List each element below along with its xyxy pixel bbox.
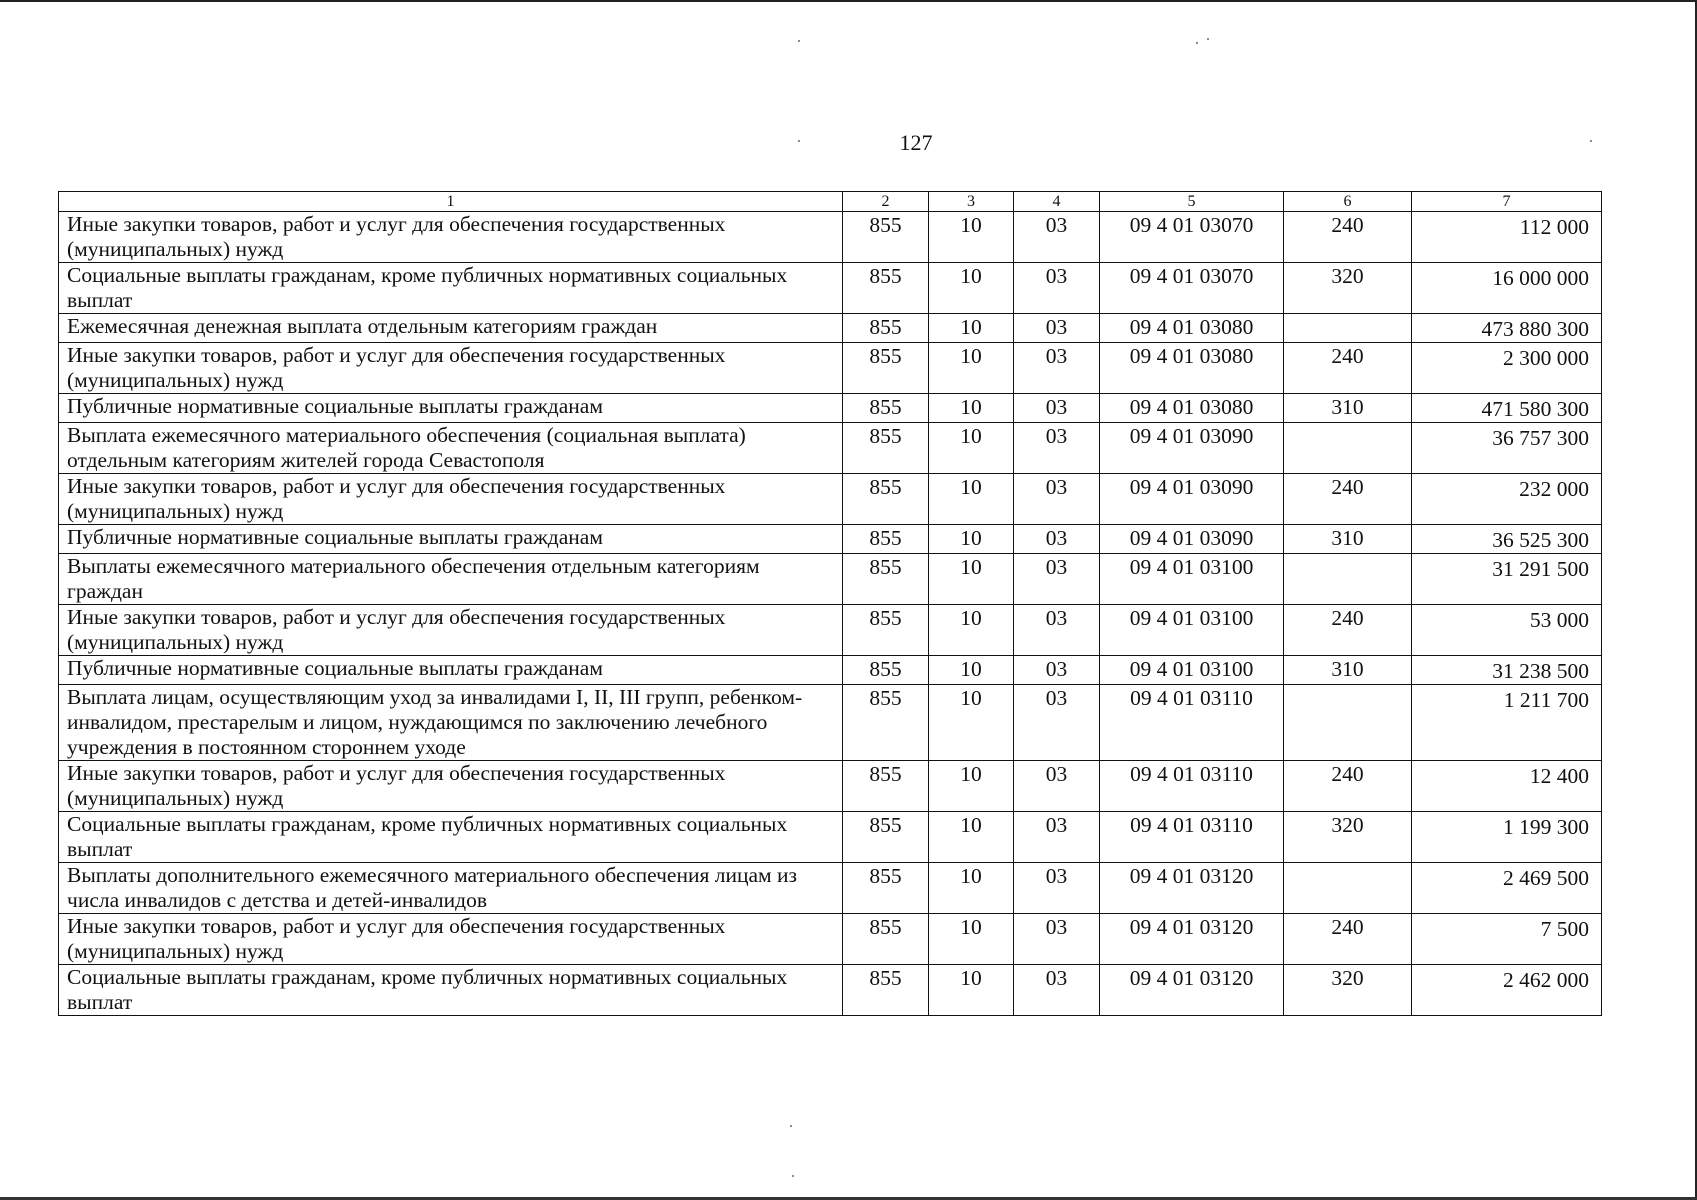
row-admin-code-cell: 855 bbox=[843, 394, 929, 423]
row-target-item-cell: 09 4 01 03090 bbox=[1100, 474, 1284, 525]
header-col-6: 6 bbox=[1284, 192, 1412, 212]
row-target-item-cell: 09 4 01 03110 bbox=[1100, 761, 1284, 812]
table-row bbox=[59, 314, 1602, 343]
scan-speck bbox=[792, 1175, 794, 1177]
row-amount-cell: 2 462 000 bbox=[1412, 965, 1602, 1016]
row-target-item-cell: 09 4 01 03080 bbox=[1100, 394, 1284, 423]
row-expense-type-cell bbox=[1284, 423, 1412, 474]
row-subsection-cell: 03 bbox=[1014, 656, 1100, 685]
row-target-item-cell: 09 4 01 03120 bbox=[1100, 965, 1284, 1016]
table-row bbox=[59, 343, 1602, 394]
header-col-5: 5 bbox=[1100, 192, 1284, 212]
table-row bbox=[59, 685, 1602, 761]
row-expense-type-cell: 240 bbox=[1284, 761, 1412, 812]
row-admin-code-cell: 855 bbox=[843, 965, 929, 1016]
row-name-cell: Иные закупки товаров, работ и услуг для обеспечения государственных (муниципальных) нужд bbox=[59, 474, 843, 525]
row-expense-type-cell bbox=[1284, 685, 1412, 761]
row-admin-code-cell: 855 bbox=[843, 525, 929, 554]
row-admin-code-cell: 855 bbox=[843, 423, 929, 474]
row-target-item-cell: 09 4 01 03100 bbox=[1100, 656, 1284, 685]
row-subsection-cell: 03 bbox=[1014, 343, 1100, 394]
row-expense-type-cell: 240 bbox=[1284, 343, 1412, 394]
row-amount-cell: 2 300 000 bbox=[1412, 343, 1602, 394]
row-subsection-cell: 03 bbox=[1014, 423, 1100, 474]
row-expense-type-cell: 320 bbox=[1284, 965, 1412, 1016]
row-amount-cell: 473 880 300 bbox=[1412, 314, 1602, 343]
row-name-cell: Иные закупки товаров, работ и услуг для обеспечения государственных (муниципальных) нужд bbox=[59, 212, 843, 263]
row-amount-cell: 2 469 500 bbox=[1412, 863, 1602, 914]
row-section-cell: 10 bbox=[929, 394, 1014, 423]
row-section-cell: 10 bbox=[929, 423, 1014, 474]
budget-table bbox=[58, 191, 1602, 1016]
row-amount-cell: 12 400 bbox=[1412, 761, 1602, 812]
scan-speck bbox=[1196, 42, 1198, 44]
row-subsection-cell: 03 bbox=[1014, 605, 1100, 656]
row-name-cell: Иные закупки товаров, работ и услуг для обеспечения государственных (муниципальных) нужд bbox=[59, 761, 843, 812]
header-row bbox=[59, 192, 1602, 212]
row-section-cell: 10 bbox=[929, 263, 1014, 314]
row-name-cell: Выплаты дополнительного ежемесячного материального обеспечения лицам из числа инвалидов с детства и детей-инвалидов bbox=[59, 863, 843, 914]
row-amount-cell: 112 000 bbox=[1412, 212, 1602, 263]
row-admin-code-cell: 855 bbox=[843, 656, 929, 685]
row-expense-type-cell: 310 bbox=[1284, 525, 1412, 554]
row-subsection-cell: 03 bbox=[1014, 685, 1100, 761]
row-section-cell: 10 bbox=[929, 812, 1014, 863]
row-admin-code-cell: 855 bbox=[843, 474, 929, 525]
row-subsection-cell: 03 bbox=[1014, 863, 1100, 914]
row-subsection-cell: 03 bbox=[1014, 761, 1100, 812]
row-name-cell: Иные закупки товаров, работ и услуг для обеспечения государственных (муниципальных) нужд bbox=[59, 914, 843, 965]
row-name-cell: Иные закупки товаров, работ и услуг для обеспечения государственных (муниципальных) нужд bbox=[59, 605, 843, 656]
row-target-item-cell: 09 4 01 03110 bbox=[1100, 812, 1284, 863]
row-section-cell: 10 bbox=[929, 656, 1014, 685]
row-section-cell: 10 bbox=[929, 685, 1014, 761]
header-col-4: 4 bbox=[1014, 192, 1100, 212]
row-admin-code-cell: 855 bbox=[843, 343, 929, 394]
row-subsection-cell: 03 bbox=[1014, 914, 1100, 965]
row-name-cell: Социальные выплаты гражданам, кроме публичных нормативных социальных выплат bbox=[59, 812, 843, 863]
row-admin-code-cell: 855 bbox=[843, 812, 929, 863]
row-target-item-cell: 09 4 01 03120 bbox=[1100, 914, 1284, 965]
table-row bbox=[59, 863, 1602, 914]
row-admin-code-cell: 855 bbox=[843, 605, 929, 656]
header-col-7: 7 bbox=[1412, 192, 1602, 212]
scan-edge-top bbox=[0, 0, 1697, 2]
row-section-cell: 10 bbox=[929, 314, 1014, 343]
row-name-cell: Публичные нормативные социальные выплаты гражданам bbox=[59, 525, 843, 554]
table-body bbox=[59, 212, 1602, 1016]
row-subsection-cell: 03 bbox=[1014, 314, 1100, 343]
row-section-cell: 10 bbox=[929, 212, 1014, 263]
row-subsection-cell: 03 bbox=[1014, 263, 1100, 314]
page-number: 127 bbox=[899, 130, 933, 155]
row-target-item-cell: 09 4 01 03110 bbox=[1100, 685, 1284, 761]
row-section-cell: 10 bbox=[929, 863, 1014, 914]
row-amount-cell: 36 757 300 bbox=[1412, 423, 1602, 474]
scan-speck bbox=[1207, 38, 1209, 40]
row-admin-code-cell: 855 bbox=[843, 263, 929, 314]
row-name-cell: Ежемесячная денежная выплата отдельным категориям граждан bbox=[59, 314, 843, 343]
table-row bbox=[59, 525, 1602, 554]
table-row bbox=[59, 914, 1602, 965]
row-amount-cell: 36 525 300 bbox=[1412, 525, 1602, 554]
row-target-item-cell: 09 4 01 03120 bbox=[1100, 863, 1284, 914]
row-target-item-cell: 09 4 01 03100 bbox=[1100, 554, 1284, 605]
row-admin-code-cell: 855 bbox=[843, 212, 929, 263]
row-expense-type-cell bbox=[1284, 554, 1412, 605]
row-expense-type-cell: 310 bbox=[1284, 656, 1412, 685]
table-row bbox=[59, 812, 1602, 863]
row-amount-cell: 7 500 bbox=[1412, 914, 1602, 965]
row-admin-code-cell: 855 bbox=[843, 314, 929, 343]
row-name-cell: Выплата ежемесячного материального обеспечения (социальная выплата) отдельным категориям жителей города Севастополя bbox=[59, 423, 843, 474]
row-section-cell: 10 bbox=[929, 343, 1014, 394]
row-amount-cell: 471 580 300 bbox=[1412, 394, 1602, 423]
row-amount-cell: 31 238 500 bbox=[1412, 656, 1602, 685]
row-expense-type-cell: 240 bbox=[1284, 914, 1412, 965]
table-header bbox=[59, 192, 1602, 212]
row-admin-code-cell: 855 bbox=[843, 685, 929, 761]
row-amount-cell: 1 211 700 bbox=[1412, 685, 1602, 761]
row-expense-type-cell bbox=[1284, 314, 1412, 343]
row-name-cell: Социальные выплаты гражданам, кроме публичных нормативных социальных выплат bbox=[59, 263, 843, 314]
row-expense-type-cell: 240 bbox=[1284, 212, 1412, 263]
table-row bbox=[59, 605, 1602, 656]
table-row bbox=[59, 965, 1602, 1016]
table-row bbox=[59, 554, 1602, 605]
row-expense-type-cell: 310 bbox=[1284, 394, 1412, 423]
row-admin-code-cell: 855 bbox=[843, 863, 929, 914]
row-amount-cell: 53 000 bbox=[1412, 605, 1602, 656]
row-section-cell: 10 bbox=[929, 965, 1014, 1016]
row-target-item-cell: 09 4 01 03100 bbox=[1100, 605, 1284, 656]
row-admin-code-cell: 855 bbox=[843, 554, 929, 605]
table-row bbox=[59, 656, 1602, 685]
row-name-cell: Иные закупки товаров, работ и услуг для обеспечения государственных (муниципальных) нужд bbox=[59, 343, 843, 394]
row-name-cell: Публичные нормативные социальные выплаты гражданам bbox=[59, 656, 843, 685]
table-row bbox=[59, 761, 1602, 812]
row-target-item-cell: 09 4 01 03070 bbox=[1100, 212, 1284, 263]
row-section-cell: 10 bbox=[929, 554, 1014, 605]
row-amount-cell: 31 291 500 bbox=[1412, 554, 1602, 605]
row-target-item-cell: 09 4 01 03090 bbox=[1100, 423, 1284, 474]
row-subsection-cell: 03 bbox=[1014, 554, 1100, 605]
header-col-3: 3 bbox=[929, 192, 1014, 212]
table-row bbox=[59, 423, 1602, 474]
row-amount-cell: 16 000 000 bbox=[1412, 263, 1602, 314]
row-name-cell: Выплаты ежемесячного материального обеспечения отдельным категориям граждан bbox=[59, 554, 843, 605]
row-target-item-cell: 09 4 01 03090 bbox=[1100, 525, 1284, 554]
table-row bbox=[59, 474, 1602, 525]
row-expense-type-cell: 240 bbox=[1284, 474, 1412, 525]
row-name-cell: Публичные нормативные социальные выплаты гражданам bbox=[59, 394, 843, 423]
row-expense-type-cell: 320 bbox=[1284, 812, 1412, 863]
row-section-cell: 10 bbox=[929, 525, 1014, 554]
row-subsection-cell: 03 bbox=[1014, 812, 1100, 863]
row-name-cell: Выплата лицам, осуществляющим уход за инвалидами I, II, III групп, ребенком-инвалидом, престарелым и лицом, нуждающимся по заключению лечебного учреждения в постоянном стороннем уходе bbox=[59, 685, 843, 761]
row-expense-type-cell: 240 bbox=[1284, 605, 1412, 656]
row-subsection-cell: 03 bbox=[1014, 474, 1100, 525]
row-amount-cell: 232 000 bbox=[1412, 474, 1602, 525]
row-subsection-cell: 03 bbox=[1014, 965, 1100, 1016]
row-name-cell: Социальные выплаты гражданам, кроме публичных нормативных социальных выплат bbox=[59, 965, 843, 1016]
row-admin-code-cell: 855 bbox=[843, 914, 929, 965]
header-col-1: 1 bbox=[59, 192, 843, 212]
scan-speck bbox=[790, 1125, 792, 1127]
row-section-cell: 10 bbox=[929, 605, 1014, 656]
row-target-item-cell: 09 4 01 03070 bbox=[1100, 263, 1284, 314]
scan-speck bbox=[798, 40, 800, 42]
header-col-2: 2 bbox=[843, 192, 929, 212]
table-row bbox=[59, 263, 1602, 314]
row-amount-cell: 1 199 300 bbox=[1412, 812, 1602, 863]
row-subsection-cell: 03 bbox=[1014, 525, 1100, 554]
row-target-item-cell: 09 4 01 03080 bbox=[1100, 343, 1284, 394]
row-subsection-cell: 03 bbox=[1014, 394, 1100, 423]
row-subsection-cell: 03 bbox=[1014, 212, 1100, 263]
row-section-cell: 10 bbox=[929, 474, 1014, 525]
row-expense-type-cell bbox=[1284, 863, 1412, 914]
table-row bbox=[59, 212, 1602, 263]
row-section-cell: 10 bbox=[929, 914, 1014, 965]
table-row bbox=[59, 394, 1602, 423]
row-expense-type-cell: 320 bbox=[1284, 263, 1412, 314]
row-target-item-cell: 09 4 01 03080 bbox=[1100, 314, 1284, 343]
row-section-cell: 10 bbox=[929, 761, 1014, 812]
row-admin-code-cell: 855 bbox=[843, 761, 929, 812]
